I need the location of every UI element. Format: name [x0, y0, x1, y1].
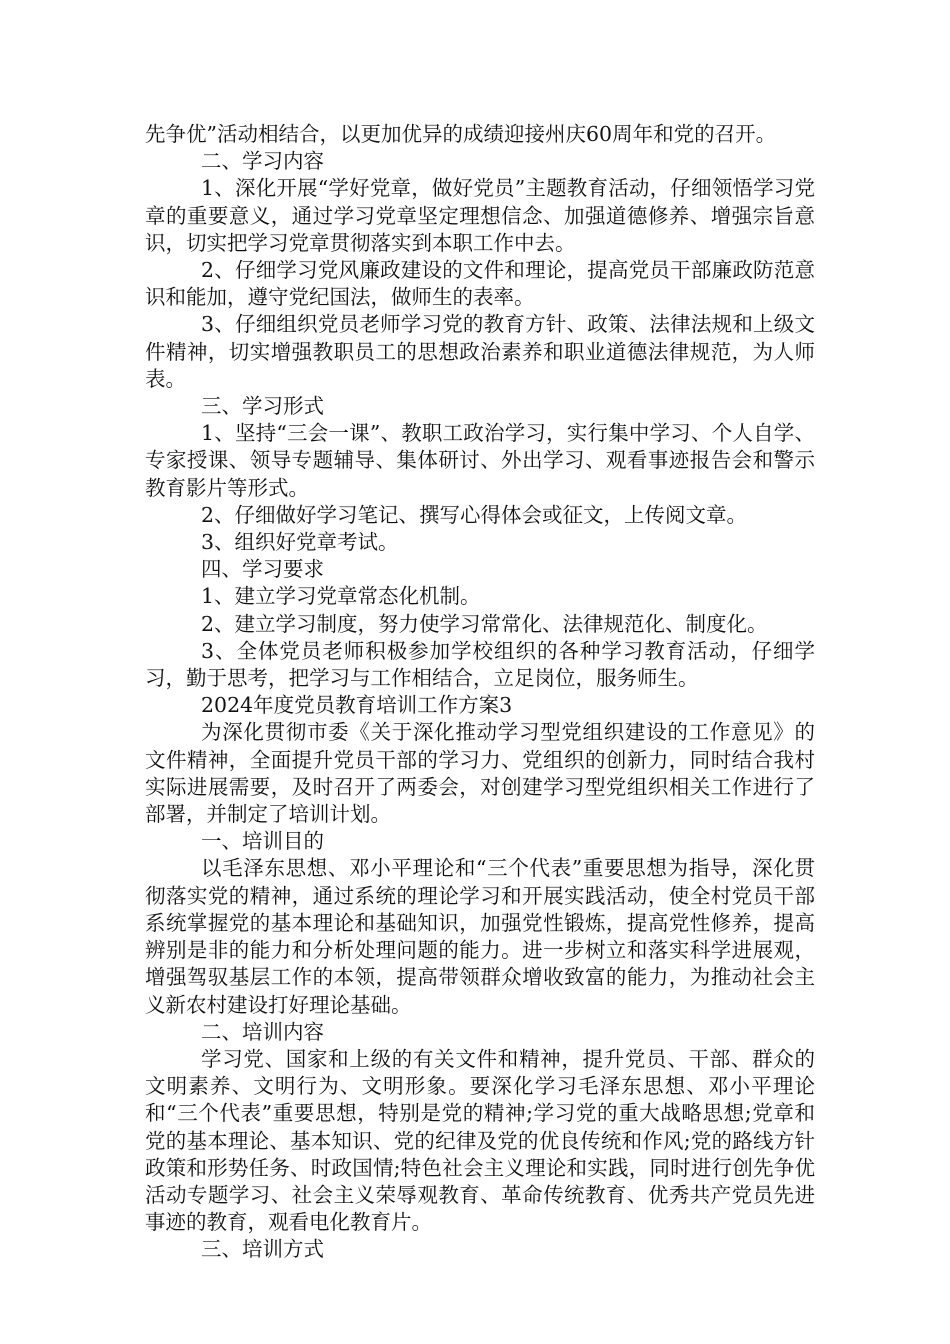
- section-heading: 一、培训目的: [201, 829, 324, 854]
- paragraph: 1、建立学习党章常态化机制。: [201, 584, 481, 609]
- section-heading: 二、学习内容: [201, 149, 324, 174]
- paragraph: 以毛泽东思想、邓小平理论和“三个代表”重要思想为指导，深化贯彻落实党的精神，通过系统的理论学习和开展实践活动，使全村党员干部系统掌握党的基本理论和基础知识，加强党性锻炼，提高党性修养，提高辨别是非的能力和分析处理问题的能力。进一步树立和落实科学进展观，增强驾驭基层工作的本领，提高带领群众增收致富的能力，为推动社会主义新农村建设打好理论基础。: [145, 856, 815, 1017]
- section-heading: 二、培训内容: [201, 1019, 324, 1044]
- document-title: 2024年度党员教育培训工作方案3: [201, 693, 513, 718]
- section-heading: 四、学习要求: [201, 557, 324, 582]
- paragraph: 1、坚持“三会一课”、教职工政治学习，实行集中学习、个人自学、专家授课、领导专题辅导、集体研讨、外出学习、观看事迹报告会和警示教育影片等形式。: [145, 421, 815, 500]
- section-heading: 三、学习形式: [201, 394, 324, 419]
- paragraph: 3、全体党员老师积极参加学校组织的各种学习教育活动，仔细学习，勤于思考，把学习与工作相结合，立足岗位，服务师生。: [145, 638, 815, 691]
- paragraph: 1、深化开展“学好党章，做好党员”主题教育活动，仔细领悟学习党章的重要意义，通过学习党章坚定理想信念、加强道德修养、增强宗旨意识，切实把学习党章贯彻落实到本职工作中去。: [145, 176, 815, 255]
- paragraph: 2、仔细学习党风廉政建设的文件和理论，提高党员干部廉政防范意识和能加，遵守党纪国法，做师生的表率。: [145, 258, 815, 310]
- document-body: [145, 121, 815, 1264]
- paragraph: 为深化贯彻市委《关于深化推动学习型党组织建设的工作意见》的文件精神，全面提升党员干部的学习力、党组织的创新力，同时结合我村实际进展需要，及时召开了两委会，对创建学习型党组织相关工作进行了部署，并制定了培训计划。: [145, 720, 815, 827]
- paragraph: 2、建立学习制度，努力使学习常常化、法律规范化、制度化。: [201, 611, 768, 636]
- paragraph: 先争优”活动相结合，以更加优异的成绩迎接州庆60周年和党的召开。: [145, 122, 777, 146]
- paragraph: 学习党、国家和上级的有关文件和精神，提升党员、干部、群众的文明素养、文明行为、文明形象。要深化学习毛泽东思想、邓小平理论和“三个代表”重要思想，特别是党的精神;学习党的重大战略思想;党章和党的基本理论、基本知识、党的纪律及党的优良传统和作风;党的路线方针政策和形势任务、时政国情;特色社会主义理论和实践，同时进行创先争优活动专题学习、社会主义荣辱观教育、革命传统教育、优秀共产党员先进事迹的教育，观看电化教育片。: [145, 1046, 815, 1235]
- paragraph: 2、仔细做好学习笔记、撰写心得体会或征文，上传阅文章。: [201, 502, 748, 527]
- section-heading: 三、培训方式: [201, 1237, 324, 1262]
- paragraph: 3、仔细组织党员老师学习党的教育方针、政策、法律法规和上级文件精神，切实增强教职员工的思想政治素养和职业道德法律规范，为人师表。: [145, 312, 815, 391]
- paragraph: 3、组织好党章考试。: [201, 530, 399, 555]
